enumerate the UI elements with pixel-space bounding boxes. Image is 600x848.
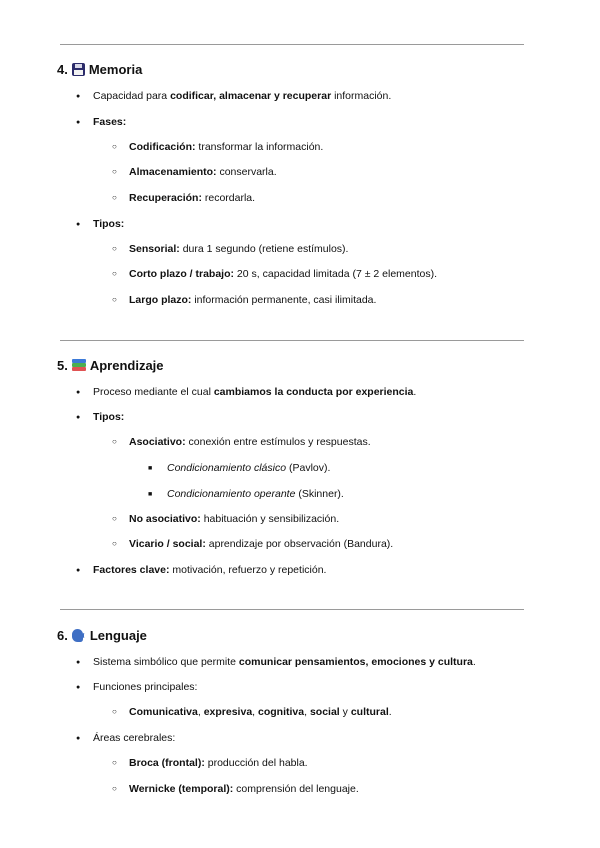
bullet-circle <box>112 165 117 179</box>
list-item: Wernicke (temporal): comprensión del lenguaje. <box>129 783 359 795</box>
list-item: Sistema simbólico que permite comunicar pensamientos, emociones y cultura. <box>93 656 476 668</box>
list-item: Corto plazo / trabajo: 20 s, capacidad limitada (7 ± 2 elementos). <box>129 268 438 280</box>
speaking-head-icon <box>72 629 86 642</box>
bullet-disc <box>76 563 80 578</box>
section-heading-memoria <box>57 62 142 77</box>
bullet-circle <box>112 140 117 154</box>
section-heading-aprendizaje <box>57 358 164 373</box>
floppy-disk-icon <box>72 63 85 76</box>
list-item: No asociativo: habituación y sensibilización. <box>129 513 340 525</box>
list-item: Almacenamiento: conservarla. <box>129 166 277 178</box>
bullet-circle <box>112 512 117 526</box>
bullet-circle <box>112 435 117 449</box>
list-item: Broca (frontal): producción del habla. <box>129 757 308 769</box>
bullet-square <box>148 461 152 476</box>
bullet-circle <box>112 267 117 281</box>
section-title: Aprendizaje <box>89 358 164 373</box>
divider <box>60 340 524 341</box>
list-item: Funciones principales: <box>93 681 198 693</box>
list-item: Sensorial: dura 1 segundo (retiene estímulos). <box>129 243 349 255</box>
list-item: Vicario / social: aprendizaje por observación (Bandura). <box>129 538 394 550</box>
bullet-disc <box>76 115 80 130</box>
bullet-circle <box>112 537 117 551</box>
bullet-disc <box>76 385 80 400</box>
list-item: Factores clave: motivación, refuerzo y repetición. <box>93 564 327 576</box>
list-item: Capacidad para codificar, almacenar y recuperar información. <box>93 90 392 102</box>
section-heading-lenguaje <box>57 628 147 643</box>
list-item: Tipos: <box>93 218 125 230</box>
list-item: Condicionamiento operante (Skinner). <box>167 488 344 500</box>
section-number: 4. <box>57 62 68 77</box>
bullet-disc <box>76 410 80 425</box>
list-item: Comunicativa, expresiva, cognitiva, social y cultural. <box>129 706 392 718</box>
section-title: Memoria <box>88 62 143 77</box>
divider <box>60 609 524 610</box>
bullet-circle <box>112 705 117 719</box>
books-icon <box>72 359 86 372</box>
section-number: 6. <box>57 628 68 643</box>
divider <box>60 44 524 45</box>
bullet-circle <box>112 756 117 770</box>
bullet-circle <box>112 782 117 796</box>
bullet-disc <box>76 731 80 746</box>
list-item: Proceso mediante el cual cambiamos la conducta por experiencia. <box>93 386 417 398</box>
bullet-square <box>148 487 152 502</box>
list-item: Tipos: <box>93 411 125 423</box>
bullet-circle <box>112 293 117 307</box>
list-item: Áreas cerebrales: <box>93 732 176 744</box>
section-number: 5. <box>57 358 68 373</box>
list-item: Recuperación: recordarla. <box>129 192 256 204</box>
bullet-disc <box>76 89 80 104</box>
list-item: Condicionamiento clásico (Pavlov). <box>167 462 331 474</box>
bullet-disc <box>76 680 80 695</box>
bullet-disc <box>76 655 80 670</box>
bullet-disc <box>76 217 80 232</box>
list-item: Largo plazo: información permanente, casi ilimitada. <box>129 294 377 306</box>
list-item: Codificación: transformar la información. <box>129 141 324 153</box>
bullet-circle <box>112 242 117 256</box>
list-item: Fases: <box>93 116 127 128</box>
section-title: Lenguaje <box>89 628 147 643</box>
list-item: Asociativo: conexión entre estímulos y respuestas. <box>129 436 371 448</box>
bullet-circle <box>112 191 117 205</box>
